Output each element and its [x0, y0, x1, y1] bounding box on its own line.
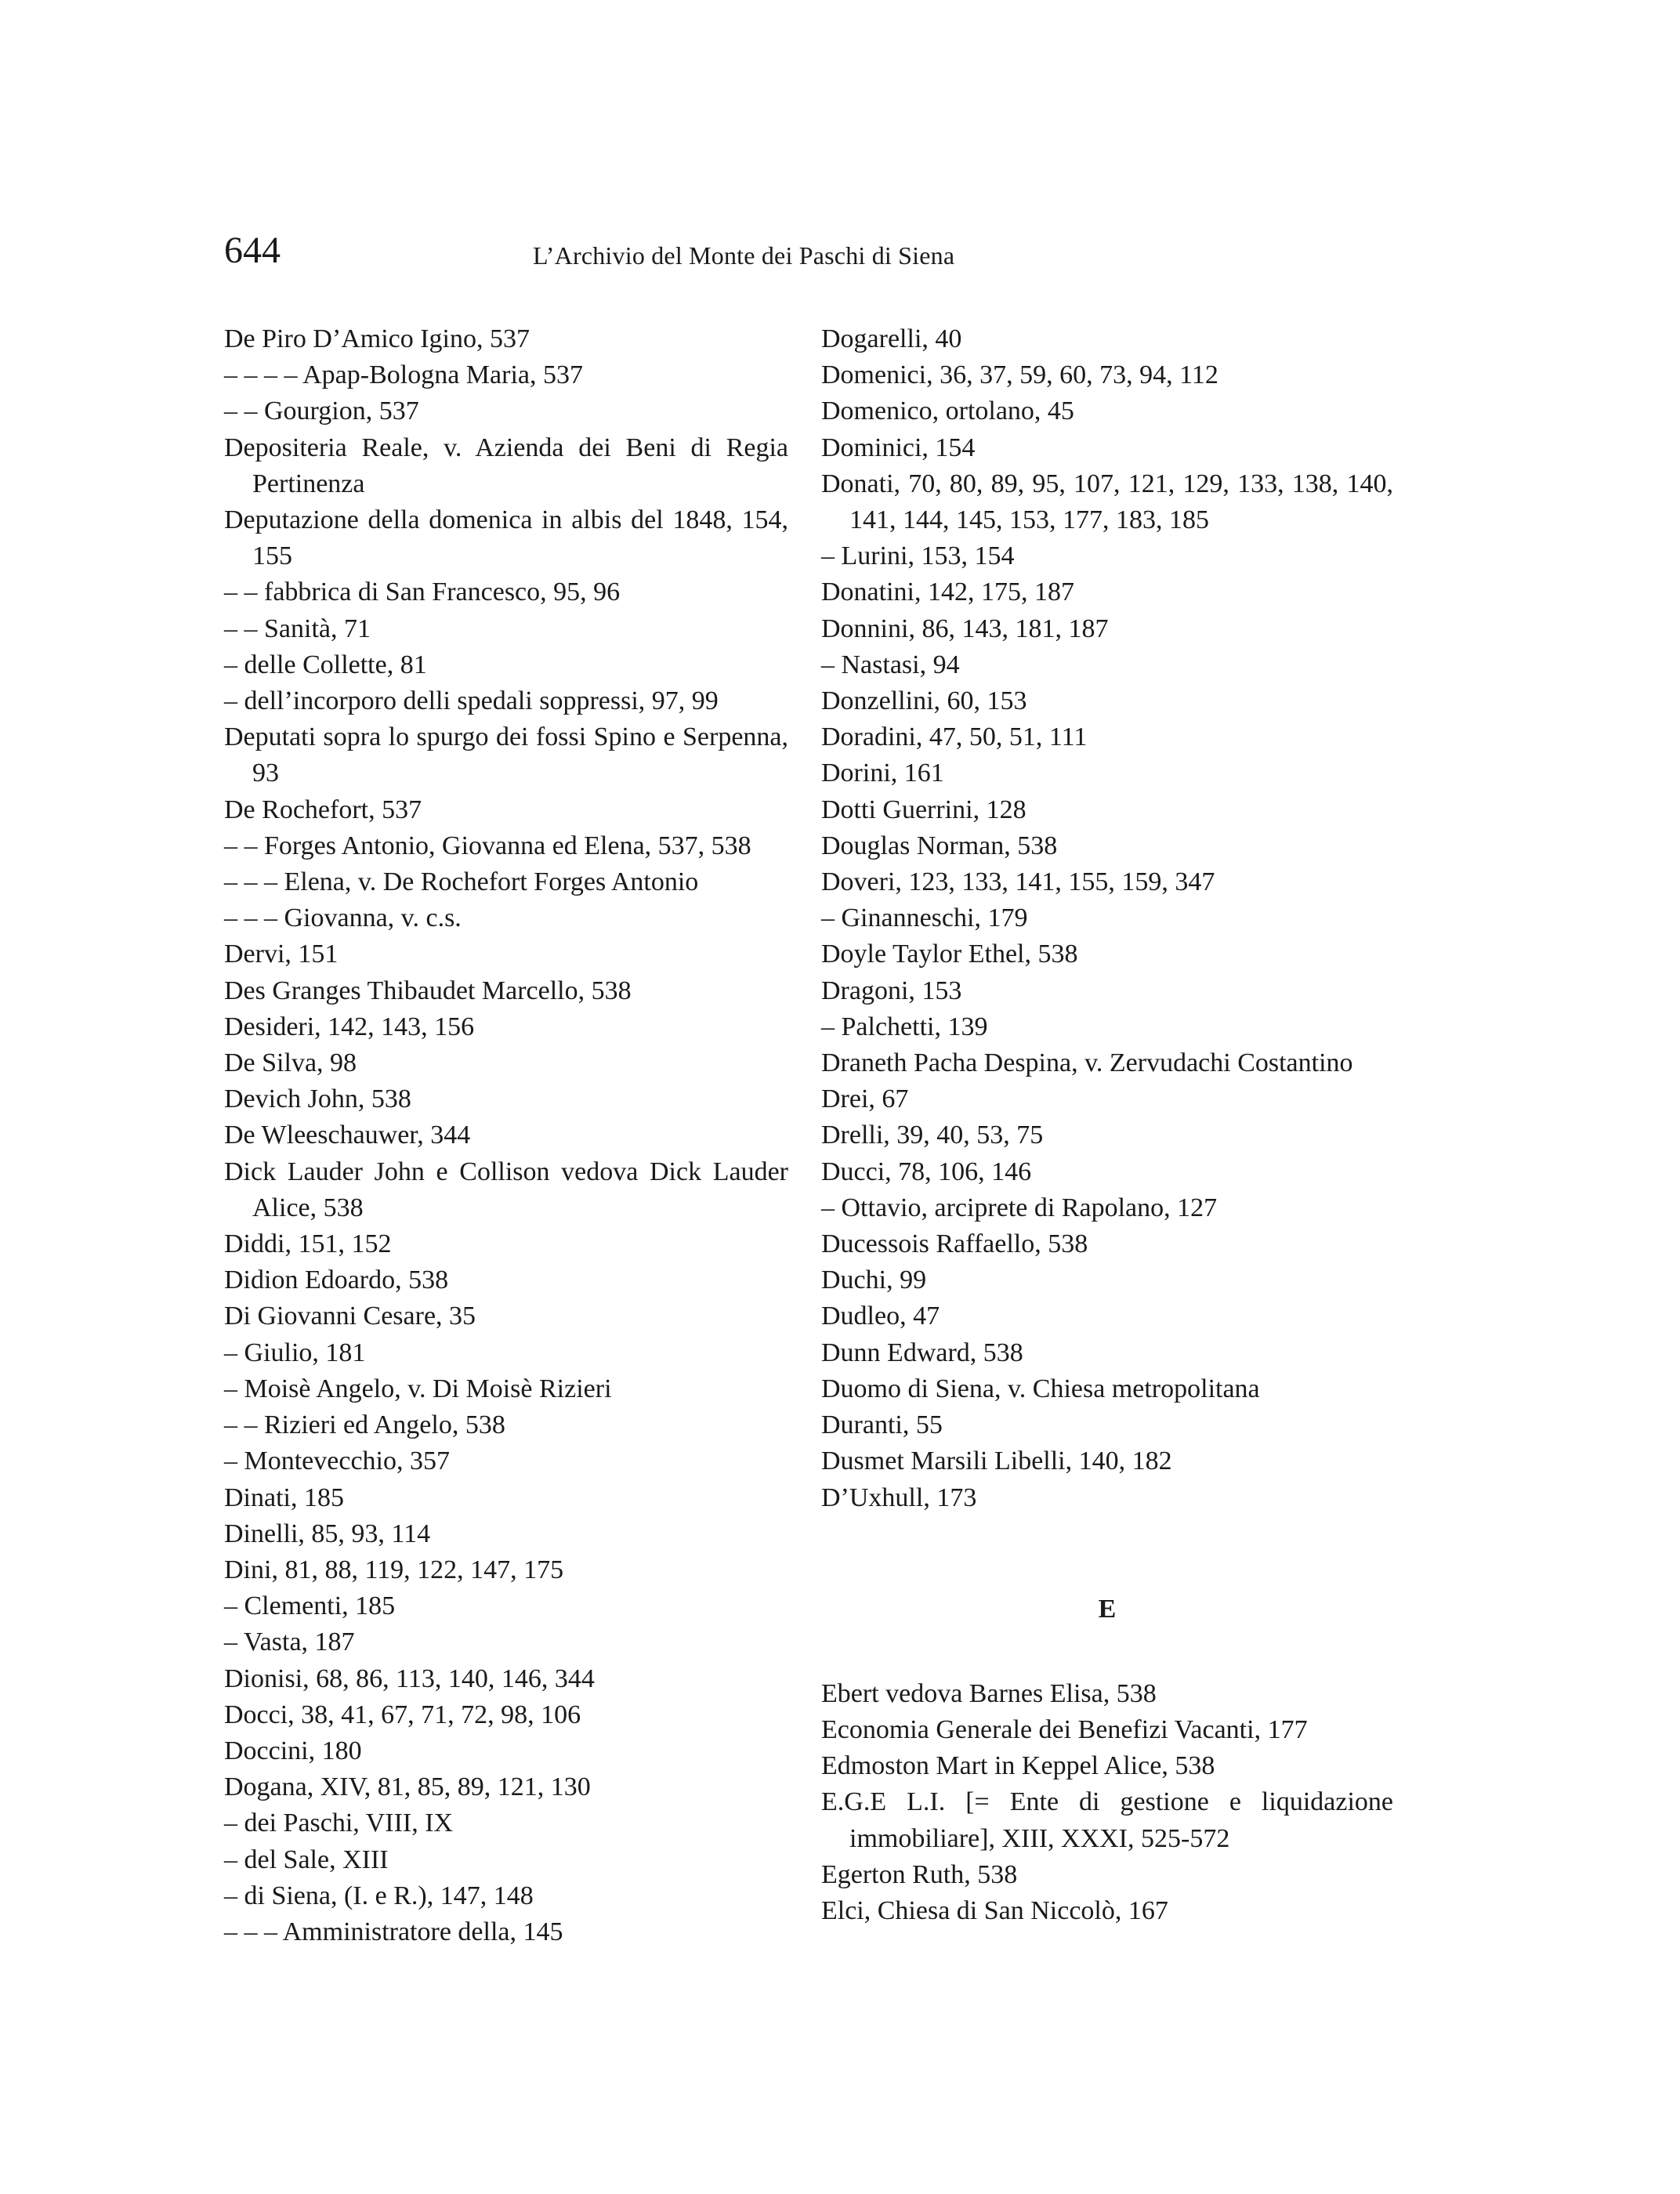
index-entry: Devich John, 538 [224, 1084, 411, 1114]
index-entry: Drelli, 39, 40, 53, 75 [821, 1121, 1044, 1150]
index-entry: Elci, Chiesa di San Niccolò, 167 [821, 1895, 1168, 1925]
index-entry: Deputazione della domenica in albis del 1848, 154, 155 [224, 505, 788, 571]
index-entry: Dionisi, 68, 86, 113, 140, 146, 344 [224, 1664, 595, 1693]
index-entry: – Ottavio, arciprete di Rapolano, 127 [821, 1193, 1218, 1222]
index-entry: Domenico, ortolano, 45 [821, 396, 1074, 426]
index-entry: Dusmet Marsili Libelli, 140, 182 [821, 1446, 1172, 1476]
index-column-right [821, 321, 1393, 1929]
index-entry: Duomo di Siena, v. Chiesa metropolitana [821, 1374, 1260, 1403]
index-entry: Dorini, 161 [821, 758, 944, 788]
index-entry: Dotti Guerrini, 128 [821, 795, 1026, 824]
index-entry: Ducci, 78, 106, 146 [821, 1157, 1032, 1186]
index-entry: Dick Lauder John e Collison vedova Dick Lauder Alice, 538 [224, 1157, 788, 1222]
index-entry: Draneth Pacha Despina, v. Zervudachi Costantino [821, 1048, 1353, 1078]
index-entry: – – fabbrica di San Francesco, 95, 96 [224, 577, 621, 607]
index-entry: Dragoni, 153 [821, 976, 962, 1005]
index-entry: Domenici, 36, 37, 59, 60, 73, 94, 112 [821, 360, 1218, 390]
index-entry: Doradini, 47, 50, 51, 111 [821, 722, 1088, 752]
index-entry: Dervi, 151 [224, 940, 339, 969]
index-entry: Dudleo, 47 [821, 1302, 940, 1331]
index-entry: – – – – Apap-Bologna Maria, 537 [224, 360, 583, 390]
index-entry: Desideri, 142, 143, 156 [224, 1012, 475, 1041]
index-entry: Doccini, 180 [224, 1736, 362, 1765]
index-entry: Doveri, 123, 133, 141, 155, 159, 347 [821, 867, 1215, 897]
index-entry: – – Forges Antonio, Giovanna ed Elena, 537, 538 [224, 831, 751, 860]
index-entry: De Rochefort, 537 [224, 795, 422, 824]
index-entry: Duranti, 55 [821, 1410, 943, 1440]
index-entry: Dinelli, 85, 93, 114 [224, 1519, 431, 1548]
index-entry: De Silva, 98 [224, 1048, 357, 1078]
index-entry: Edmoston Mart in Keppel Alice, 538 [821, 1751, 1215, 1781]
index-entry: Egerton Ruth, 538 [821, 1859, 1018, 1889]
index-entry: – – – Giovanna, v. c.s. [224, 903, 462, 933]
index-entry: – Clementi, 185 [224, 1591, 396, 1621]
index-entry: Ducessois Raffaello, 538 [821, 1229, 1088, 1259]
index-entry: Doyle Taylor Ethel, 538 [821, 940, 1078, 969]
index-column-left [224, 321, 788, 1950]
index-entry: – – Rizieri ed Angelo, 538 [224, 1410, 505, 1440]
index-entry: – – Gourgion, 537 [224, 396, 419, 426]
index-entry: – Ginanneschi, 179 [821, 903, 1028, 933]
index-entry: Dominici, 154 [821, 433, 976, 462]
index-entry: E.G.E L.I. [= Ente di gestione e liquidazione immobiliare], XIII, XXXI, 525-572 [821, 1787, 1393, 1853]
index-entry: Di Giovanni Cesare, 35 [224, 1302, 476, 1331]
index-entry: – di Siena, (I. e R.), 147, 148 [224, 1881, 534, 1910]
section-letter-heading: E [1098, 1594, 1117, 1624]
index-entry: – Nastasi, 94 [821, 650, 960, 679]
index-entry: Douglas Norman, 538 [821, 831, 1058, 860]
index-entry: – – – Amministratore della, 145 [224, 1917, 563, 1946]
index-entry: Dini, 81, 88, 119, 122, 147, 175 [224, 1555, 564, 1584]
index-entry: Economia Generale dei Benefizi Vacanti, 177 [821, 1714, 1308, 1744]
index-entry: De Piro D’Amico Igino, 537 [224, 324, 530, 353]
index-entry: – Vasta, 187 [224, 1627, 355, 1657]
index-entry: Docci, 38, 41, 67, 71, 72, 98, 106 [224, 1700, 581, 1729]
index-entry: Depositeria Reale, v. Azienda dei Beni di Regia Pertinenza [224, 433, 788, 498]
index-entry: Dogarelli, 40 [821, 324, 962, 353]
index-entry: – dei Paschi, VIII, IX [224, 1808, 454, 1838]
index-entry: – delle Collette, 81 [224, 650, 427, 679]
index-entry: Des Granges Thibaudet Marcello, 538 [224, 976, 632, 1005]
index-entry: Duchi, 99 [821, 1265, 927, 1295]
index-entry: Dogana, XIV, 81, 85, 89, 121, 130 [224, 1772, 591, 1802]
index-entry: – Lurini, 153, 154 [821, 541, 1015, 571]
index-entry: D’Uxhull, 173 [821, 1483, 977, 1512]
index-entry: De Wleeschauwer, 344 [224, 1121, 471, 1150]
index-entry: – Palchetti, 139 [821, 1012, 988, 1041]
index-entry: Donzellini, 60, 153 [821, 686, 1027, 716]
index-entry: Donati, 70, 80, 89, 95, 107, 121, 129, 133, 138, 140, 141, 144, 145, 153, 177, 183, 185 [821, 469, 1393, 535]
index-entry: Donatini, 142, 175, 187 [821, 577, 1074, 607]
index-entry: – – – Elena, v. De Rochefort Forges Antonio [224, 867, 699, 897]
running-title: L’Archivio del Monte dei Paschi di Siena [533, 241, 955, 270]
index-entry: Dunn Edward, 538 [821, 1338, 1023, 1367]
index-entry: – del Sale, XIII [224, 1845, 389, 1874]
index-entry: – Giulio, 181 [224, 1338, 366, 1367]
index-entry: Diddi, 151, 152 [224, 1229, 392, 1259]
index-entry: Didion Edoardo, 538 [224, 1265, 449, 1295]
page-number: 644 [224, 230, 281, 271]
index-entry: Dinati, 185 [224, 1483, 344, 1512]
index-entry: Donnini, 86, 143, 181, 187 [821, 614, 1109, 643]
index-entry: – – Sanità, 71 [224, 614, 371, 643]
index-entry: Drei, 67 [821, 1084, 909, 1114]
index-entry: Ebert vedova Barnes Elisa, 538 [821, 1678, 1157, 1708]
index-entry: – Montevecchio, 357 [224, 1446, 450, 1476]
index-entry: – dell’incorporo delli spedali soppressi, 97, 99 [224, 686, 719, 716]
index-entry: – Moisè Angelo, v. Di Moisè Rizieri [224, 1374, 612, 1403]
index-entry: Deputati sopra lo spurgo dei fossi Spino e Serpenna, 93 [224, 722, 788, 788]
